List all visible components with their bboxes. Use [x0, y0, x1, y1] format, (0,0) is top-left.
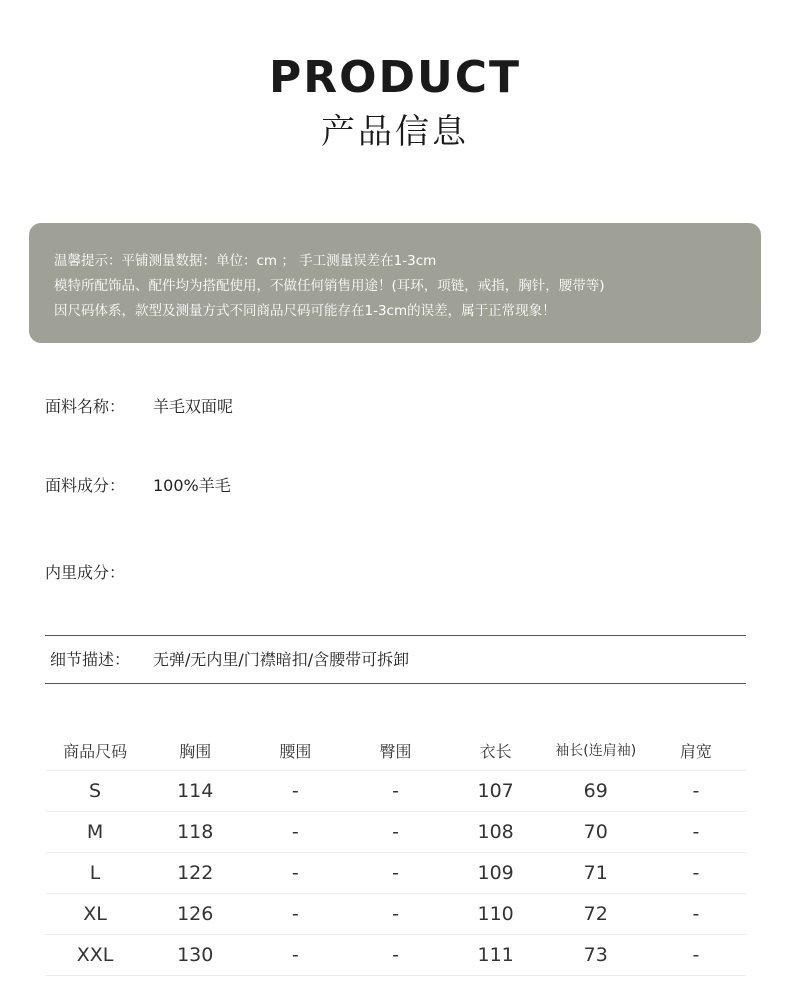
header-hip: 臀围 [345, 730, 445, 771]
table-cell: 130 [145, 935, 245, 976]
fabric-name-row [45, 394, 233, 417]
notice-line-3: 因尺码体系，款型及测量方式不同商品尺码可能存在1-3cm的误差，属于正常现象！ [54, 303, 556, 319]
table-cell: XXL [45, 935, 145, 976]
details-row [45, 635, 746, 684]
table-cell: 71 [546, 853, 646, 894]
fabric-name-label: 面料名称： [45, 397, 126, 416]
table-cell: - [646, 894, 746, 935]
size-table-header [45, 730, 746, 771]
notice-line-2: 模特所配饰品、配件均为搭配使用，不做任何销售用途！(耳环，项链，戒指，胸针，腰带等) [54, 278, 605, 294]
table-cell: - [245, 771, 345, 812]
table-cell: 109 [446, 853, 546, 894]
fabric-name-value: 羊毛双面呢 [153, 397, 234, 416]
table-cell: - [245, 853, 345, 894]
header-length: 衣长 [446, 730, 546, 771]
table-row [45, 853, 746, 894]
size-table [45, 730, 746, 976]
table-cell: - [646, 771, 746, 812]
table-cell: - [345, 935, 445, 976]
table-cell: 72 [546, 894, 646, 935]
lining-composition-row [45, 560, 153, 583]
fabric-composition-label: 面料成分： [45, 476, 126, 495]
table-cell: 118 [145, 812, 245, 853]
notice-line-1: 温馨提示：平铺测量数据：单位：cm ； 手工测量误差在1-3cm [54, 253, 437, 269]
table-cell: 126 [145, 894, 245, 935]
table-cell: 69 [546, 771, 646, 812]
table-cell: - [245, 935, 345, 976]
table-cell: 114 [145, 771, 245, 812]
lining-composition-label: 内里成分： [45, 563, 126, 582]
table-row [45, 812, 746, 853]
table-cell: - [345, 894, 445, 935]
table-cell: 108 [446, 812, 546, 853]
table-cell: S [45, 771, 145, 812]
header-shoulder: 肩宽 [646, 730, 746, 771]
table-cell: L [45, 853, 145, 894]
table-cell: - [646, 853, 746, 894]
page-title-en: PRODUCT [268, 52, 522, 103]
header-sleeve: 袖长(连肩袖) [546, 730, 646, 771]
table-row [45, 894, 746, 935]
table-cell: 111 [446, 935, 546, 976]
table-cell: 110 [446, 894, 546, 935]
table-cell: - [345, 853, 445, 894]
table-cell: - [245, 812, 345, 853]
notice-box [29, 223, 761, 343]
table-cell: - [646, 935, 746, 976]
details-value: 无弹/无内里/门襟暗扣/含腰带可拆卸 [153, 650, 410, 669]
details-label: 细节描述： [50, 650, 131, 669]
header-size: 商品尺码 [45, 730, 145, 771]
table-row [45, 771, 746, 812]
table-cell: - [245, 894, 345, 935]
table-cell: 122 [145, 853, 245, 894]
table-cell: 70 [546, 812, 646, 853]
table-cell: M [45, 812, 145, 853]
fabric-composition-value: 100%羊毛 [153, 476, 231, 495]
page-title-cn: 产品信息 [321, 112, 469, 152]
table-cell: 107 [446, 771, 546, 812]
table-cell: - [646, 812, 746, 853]
table-cell: - [345, 812, 445, 853]
table-cell: - [345, 771, 445, 812]
header-bust: 胸围 [145, 730, 245, 771]
fabric-composition-row [45, 473, 231, 496]
header-waist: 腰围 [245, 730, 345, 771]
table-row [45, 935, 746, 976]
table-cell: XL [45, 894, 145, 935]
table-cell: 73 [546, 935, 646, 976]
